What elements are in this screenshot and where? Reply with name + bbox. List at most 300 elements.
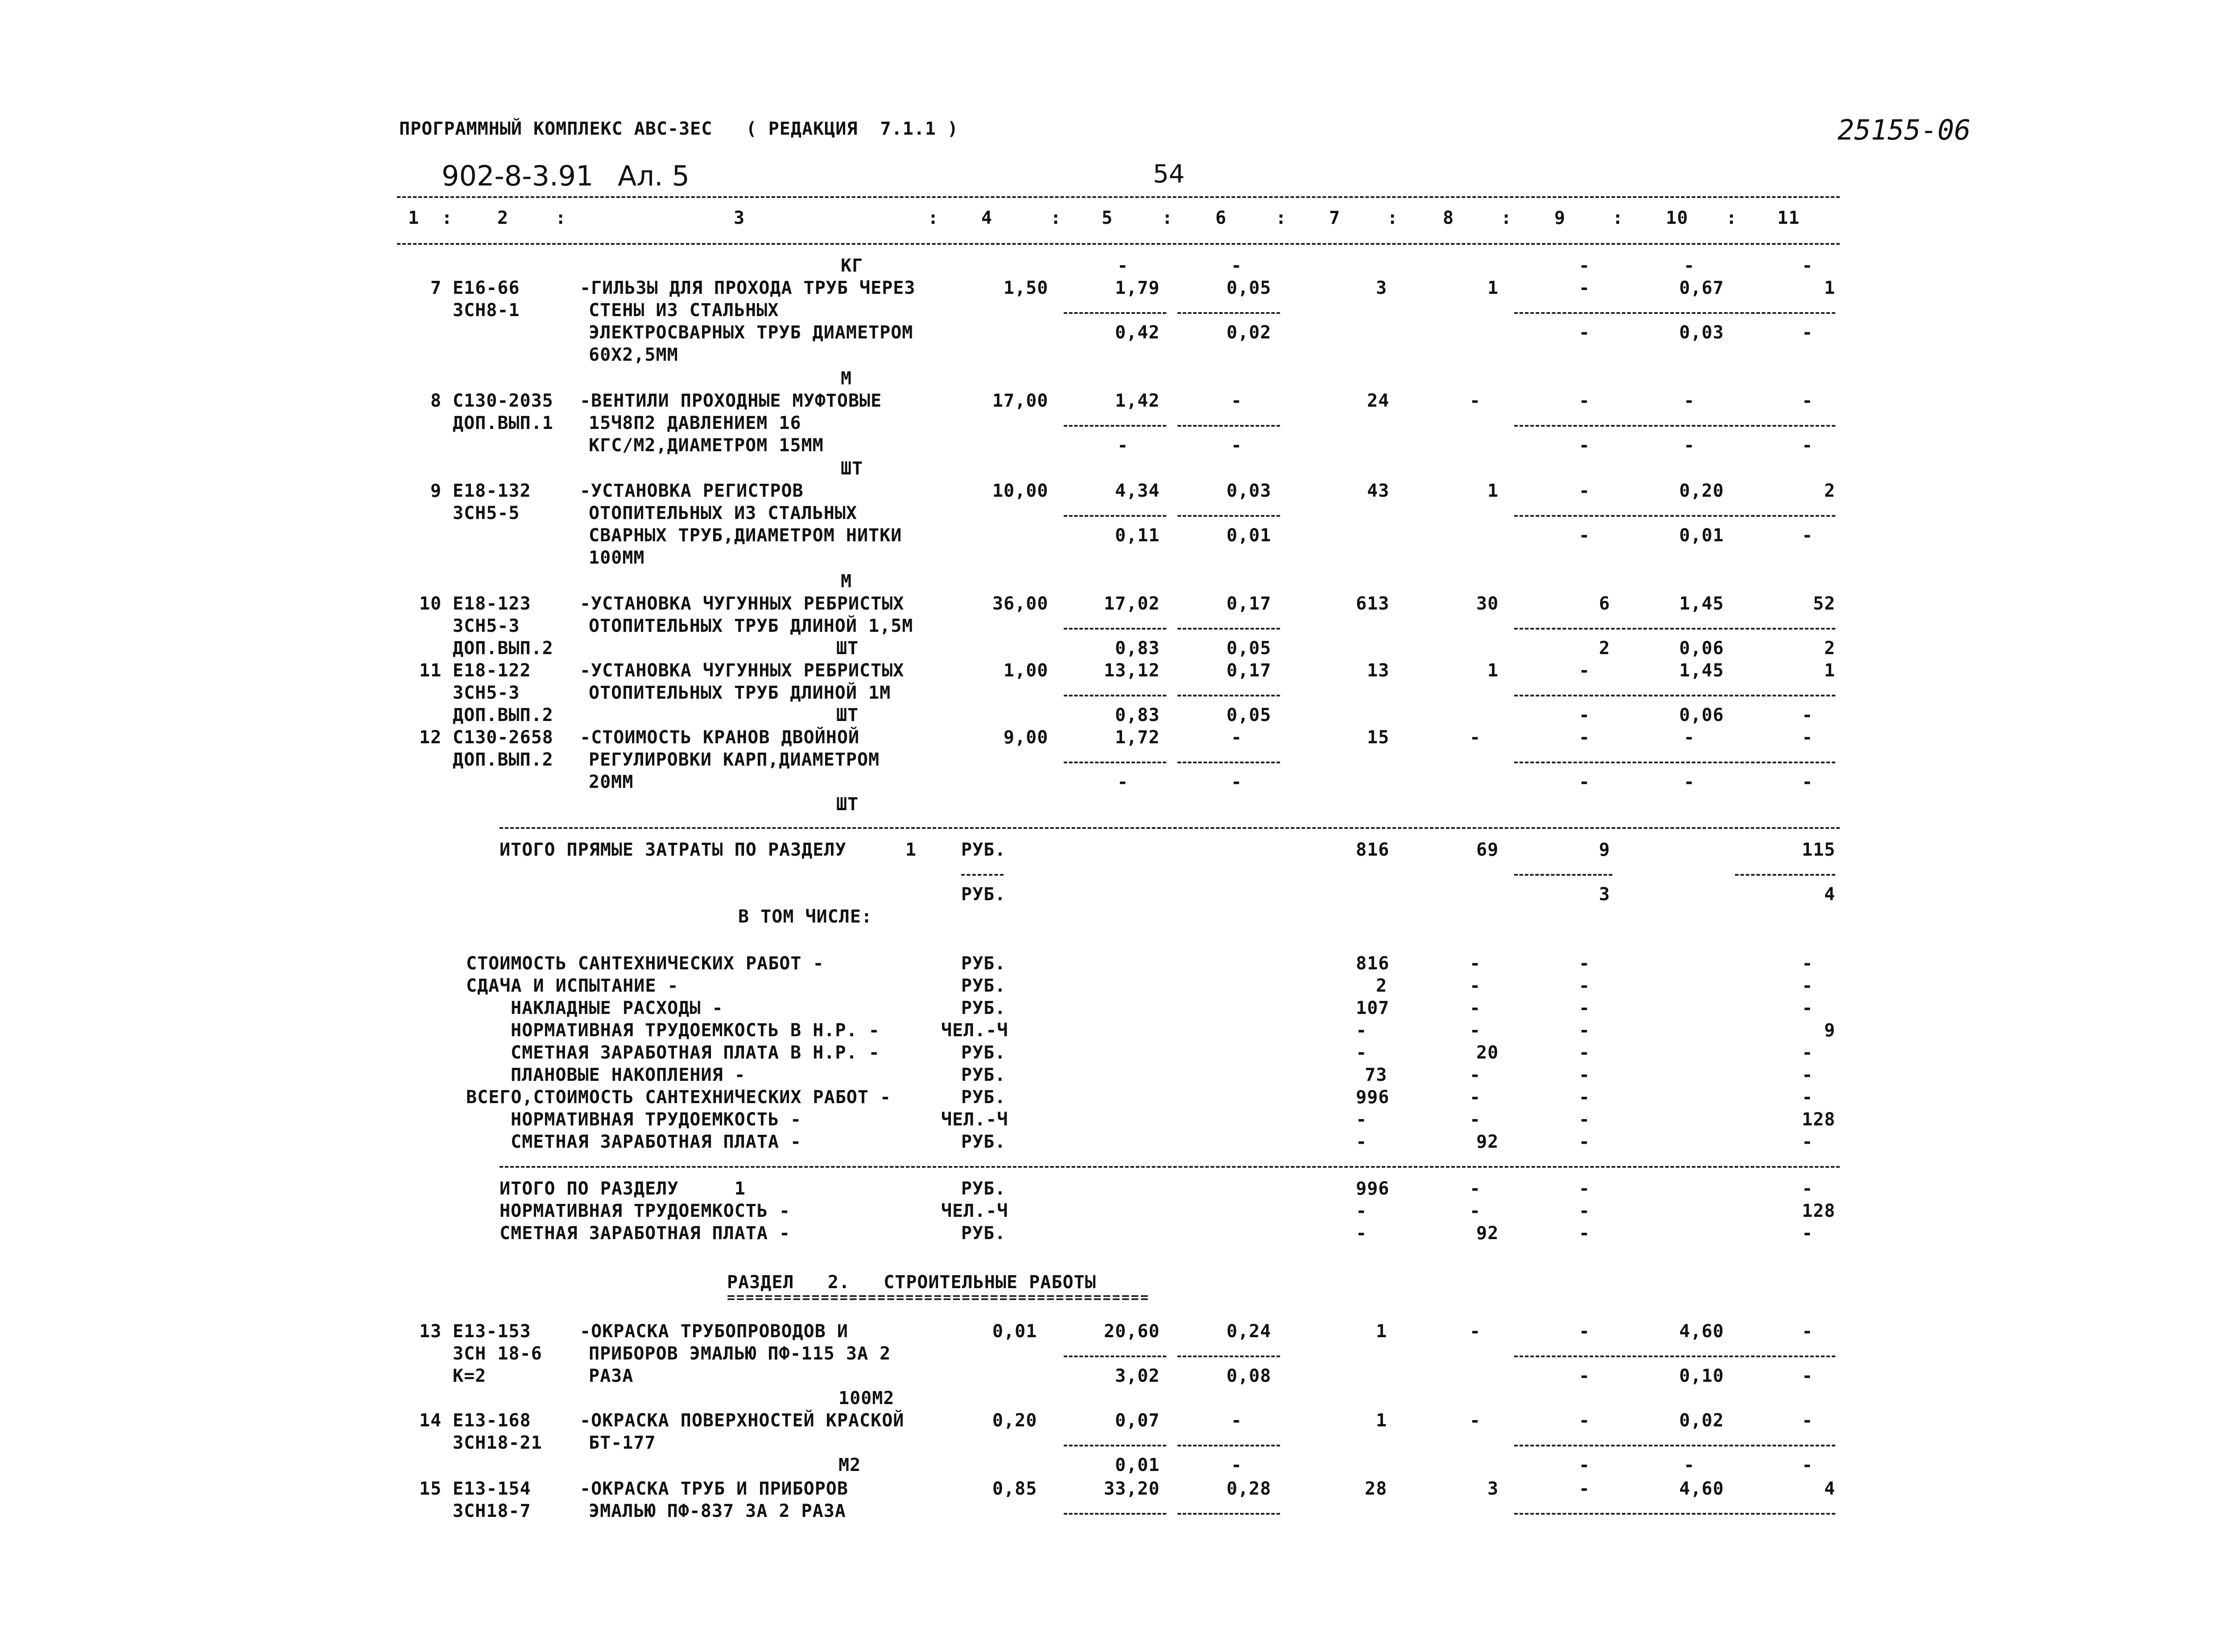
cell-c6: 0,01 — [1227, 525, 1272, 546]
subrow-divider — [1064, 425, 1166, 427]
section-2-underline: ============================================= — [727, 1290, 1150, 1306]
item-code: Е18-132 — [453, 481, 531, 501]
subrow-divider — [1177, 1513, 1280, 1515]
cell-c11: - — [1802, 1410, 1813, 1431]
cell-c11: - — [1802, 1366, 1813, 1386]
item-unit-after: ШТ — [836, 705, 859, 725]
col-header-11: 11 — [1777, 208, 1800, 228]
unit-underline — [961, 874, 1004, 876]
cell-c5: 3,02 — [1115, 1366, 1160, 1386]
subrow-divider — [1514, 425, 1835, 427]
cell-c5: 4,34 — [1115, 481, 1160, 501]
item-unit-after: ШТ — [836, 638, 859, 659]
cell-c11: 9 — [1824, 1020, 1836, 1041]
cell-c11: - — [1802, 1087, 1813, 1108]
col-sep: : — [1162, 208, 1173, 228]
cell-c8: - — [1470, 1020, 1481, 1041]
cell-c8: 1 — [1487, 660, 1499, 681]
cell-c9: - — [1579, 705, 1590, 725]
cell-c11: - — [1802, 1065, 1813, 1085]
cell-c8: 3 — [1487, 1479, 1499, 1499]
cell-c9: - — [1579, 1201, 1590, 1221]
col-sep: : — [555, 208, 567, 228]
cell-c8: 92 — [1476, 1132, 1499, 1152]
item-code-secondary: ЗСН5-3 — [453, 683, 520, 703]
cell-c9: - — [1579, 1087, 1590, 1108]
subrow-divider — [1177, 312, 1280, 314]
cell-c6: - — [1231, 435, 1243, 456]
cell-c10: - — [1684, 435, 1695, 456]
cell-c10: 0,06 — [1679, 638, 1724, 659]
cell-c8: 92 — [1476, 1223, 1499, 1244]
cell-c10: - — [1684, 727, 1695, 748]
cell-c10: 0,20 — [1679, 481, 1724, 501]
cell-c7: - — [1356, 1201, 1367, 1221]
cell-c9: - — [1579, 481, 1590, 501]
subrow-divider — [1514, 695, 1835, 696]
pre-c9: - — [1579, 255, 1590, 276]
cell-c9: - — [1579, 772, 1590, 792]
cell-c11: - — [1802, 1132, 1813, 1152]
cell-c11: 2 — [1824, 481, 1836, 501]
item-unit: КГ — [841, 255, 863, 276]
program-header: ПРОГРАММНЫЙ КОМПЛЕКС АВС-3ЕС ( РЕДАКЦИЯ 7.1.1 ) — [399, 119, 959, 139]
item-code: Е13-153 — [453, 1321, 531, 1342]
cell-c8: 1 — [1487, 278, 1499, 298]
cell-c5: 0,42 — [1115, 322, 1160, 343]
cell-c11: - — [1802, 705, 1813, 725]
subrow-divider — [1177, 515, 1280, 517]
cell-c9: - — [1579, 1366, 1590, 1386]
section-total-label: СМЕТНАЯ ЗАРАБОТНАЯ ПЛАТА - — [500, 1223, 791, 1244]
cell-c8: 20 — [1476, 1042, 1499, 1063]
cell-c10: 0,06 — [1679, 705, 1724, 725]
cell-c9: 9 — [1599, 840, 1611, 860]
cell-c5: 1,42 — [1115, 391, 1160, 411]
breakdown-unit: ЧЕЛ.-Ч — [941, 1109, 1008, 1130]
cell-c6: 0,24 — [1227, 1321, 1272, 1342]
cell-c4: 0,20 — [992, 1410, 1037, 1431]
cell-c7: 24 — [1367, 391, 1390, 411]
item-code-secondary: ЗСН18-7 — [453, 1501, 531, 1521]
cell-c11: - — [1802, 772, 1813, 792]
item-code-secondary: ЗСН8-1 — [453, 300, 520, 321]
cell-c11: 128 — [1802, 1201, 1836, 1221]
cell-c10: - — [1684, 1455, 1695, 1475]
cell-c5: 0,07 — [1115, 1410, 1160, 1431]
cell-c7: 73 — [1365, 1065, 1388, 1085]
cell-c9: - — [1579, 1065, 1590, 1085]
col-sep: : — [1050, 208, 1062, 228]
subrow-divider — [1514, 874, 1612, 876]
item-unit-after: М2 — [838, 1455, 861, 1475]
cell-c10: - — [1684, 391, 1695, 411]
cell-c8: - — [1470, 727, 1481, 748]
item-number: 9 — [430, 481, 442, 501]
item-code: С130-2035 — [453, 391, 553, 411]
cell-c9: - — [1579, 660, 1590, 681]
cell-c7: - — [1356, 1132, 1367, 1152]
subrow-divider — [1177, 628, 1280, 630]
cell-c10: 4,60 — [1679, 1321, 1724, 1342]
subrow-divider — [1514, 1445, 1835, 1446]
subrow-divider — [1514, 628, 1835, 630]
cell-c6: 0,05 — [1227, 638, 1272, 659]
item-desc-line: -ОКРАСКА ПОВЕРХНОСТЕЙ КРАСКОЙ — [580, 1410, 905, 1431]
cell-c9: - — [1579, 976, 1590, 996]
cell-c9: - — [1579, 1479, 1590, 1499]
item-desc-line: -УСТАНОВКА ЧУГУННЫХ РЕБРИСТЫХ — [580, 593, 905, 614]
item-code-tertiary: ДОП.ВЫП.2 — [453, 705, 553, 725]
item-desc-line: -УСТАНОВКА ЧУГУННЫХ РЕБРИСТЫХ — [580, 660, 905, 681]
cell-c7: 996 — [1356, 1178, 1390, 1199]
cell-c7: 1 — [1376, 1321, 1388, 1342]
col-header-2: 2 — [497, 208, 509, 228]
breakdown-unit: РУБ. — [961, 976, 1006, 996]
item-desc-line: ПРИБОРОВ ЭМАЛЬЮ ПФ-115 ЗА 2 — [589, 1343, 891, 1364]
breakdown-unit: РУБ. — [961, 1065, 1006, 1085]
cell-c8: 1 — [1487, 481, 1499, 501]
item-desc-line: БТ-177 — [589, 1433, 656, 1453]
cell-c8: - — [1470, 1065, 1481, 1085]
col-header-6: 6 — [1215, 208, 1227, 228]
subrow-divider — [1514, 312, 1835, 314]
breakdown-unit: РУБ. — [961, 953, 1006, 974]
totals-label: ИТОГО ПРЯМЫЕ ЗАТРАТЫ ПО РАЗДЕЛУ — [500, 840, 847, 860]
cell-c4: 9,00 — [1004, 727, 1049, 748]
cell-c9: - — [1579, 1410, 1590, 1431]
subrow-divider — [1064, 628, 1166, 630]
col-sep: : — [1501, 208, 1512, 228]
cell-c11: 115 — [1802, 840, 1836, 860]
col-sep: : — [1276, 208, 1287, 228]
cell-c7: 816 — [1356, 953, 1390, 974]
cell-c11: 52 — [1813, 593, 1836, 614]
breakdown-unit: РУБ. — [961, 1132, 1006, 1152]
cell-c7: 13 — [1367, 660, 1390, 681]
item-number: 7 — [430, 278, 442, 298]
col-header-4: 4 — [981, 208, 993, 228]
section-total-unit: ЧЕЛ.-Ч — [941, 1201, 1008, 1221]
item-number: 11 — [419, 660, 442, 681]
header-rule-top — [397, 196, 1840, 198]
cell-c11: - — [1802, 1178, 1813, 1199]
item-code-secondary: ЗСН5-3 — [453, 616, 520, 636]
cell-c6: 0,02 — [1227, 322, 1272, 343]
cell-c5: 0,11 — [1115, 525, 1160, 546]
cell-c10: 0,02 — [1679, 1410, 1724, 1431]
cell-c7: 43 — [1367, 481, 1390, 501]
subrow-divider — [1064, 695, 1166, 696]
col-sep: : — [1387, 208, 1399, 228]
cell-c10: 4,60 — [1679, 1479, 1724, 1499]
totals-unit: РУБ. — [961, 884, 1006, 905]
cell-c7: 816 — [1356, 840, 1390, 860]
cell-c11: 4 — [1824, 884, 1836, 905]
subrow-divider — [1177, 695, 1280, 696]
cell-c8: 30 — [1476, 593, 1499, 614]
cell-c11: 4 — [1824, 1479, 1836, 1499]
cell-c5: 1,72 — [1115, 727, 1160, 748]
col-header-9: 9 — [1554, 208, 1566, 228]
cell-c5: 13,12 — [1104, 660, 1160, 681]
cell-c9: - — [1579, 1178, 1590, 1199]
cell-c6: - — [1231, 727, 1243, 748]
cell-c9: - — [1579, 435, 1590, 456]
subrow-divider — [1064, 1513, 1166, 1515]
section-total-label: ИТОГО ПО РАЗДЕЛУ 1 — [500, 1178, 746, 1199]
cell-c11: - — [1802, 998, 1813, 1018]
cell-c10: - — [1684, 772, 1695, 792]
section-total-label: НОРМАТИВНАЯ ТРУДОЕМКОСТЬ - — [500, 1201, 791, 1221]
breakdown-label: ВСЕГО,СТОИМОСТЬ САНТЕХНИЧЕСКИХ РАБОТ - — [466, 1087, 892, 1108]
pre-c6: - — [1231, 255, 1243, 276]
breakdown-label: СТОИМОСТЬ САНТЕХНИЧЕСКИХ РАБОТ - — [466, 953, 824, 974]
subrow-divider — [1064, 1445, 1166, 1446]
cell-c5: 20,60 — [1104, 1321, 1160, 1342]
cell-c6: - — [1231, 1455, 1243, 1475]
cell-c9: - — [1579, 525, 1590, 546]
col-sep: : — [928, 208, 939, 228]
cell-c6: 0,17 — [1227, 593, 1272, 614]
cell-c4: 1,00 — [1004, 660, 1049, 681]
item-desc-line: СВАРНЫХ ТРУБ,ДИАМЕТРОМ НИТКИ — [589, 525, 902, 546]
cell-c11: - — [1802, 1042, 1813, 1063]
subrow-divider — [1735, 874, 1835, 876]
cell-c10: 0,01 — [1679, 525, 1724, 546]
cell-c10: 0,67 — [1679, 278, 1724, 298]
item-code: Е18-122 — [453, 660, 531, 681]
cell-c10: 1,45 — [1679, 660, 1724, 681]
cell-c7: - — [1356, 1020, 1367, 1041]
breakdown-label: ПЛАНОВЫЕ НАКОПЛЕНИЯ - — [511, 1065, 746, 1085]
cell-c8: - — [1470, 953, 1481, 974]
cell-c6: 0,05 — [1227, 278, 1272, 298]
cell-c6: - — [1231, 772, 1243, 792]
cell-c9: - — [1579, 1321, 1590, 1342]
cell-c8: - — [1470, 998, 1481, 1018]
item-code: Е13-154 — [453, 1479, 531, 1499]
cell-c11: - — [1802, 435, 1813, 456]
cell-c9: - — [1579, 998, 1590, 1018]
cell-c11: - — [1802, 953, 1813, 974]
cell-c11: - — [1802, 727, 1813, 748]
item-desc-line: ЭЛЕКТРОСВАРНЫХ ТРУБ ДИАМЕТРОМ — [589, 322, 913, 343]
cell-c8: - — [1470, 1109, 1481, 1130]
cell-c6: 0,17 — [1227, 660, 1272, 681]
cell-c6: 0,03 — [1227, 481, 1272, 501]
col-header-7: 7 — [1329, 208, 1341, 228]
item-desc-line: КГС/М2,ДИАМЕТРОМ 15ММ — [589, 435, 824, 456]
cell-c9: - — [1579, 391, 1590, 411]
item-code: Е13-168 — [453, 1410, 531, 1431]
subrow-divider — [1177, 425, 1280, 427]
cell-c11: - — [1802, 1223, 1813, 1244]
cell-c11: - — [1802, 391, 1813, 411]
item-desc-line: СТЕНЫ ИЗ СТАЛЬНЫХ — [589, 300, 779, 321]
item-code-secondary: ЗСН 18-6 — [453, 1343, 542, 1364]
item-desc-line: РАЗА — [589, 1366, 634, 1386]
cell-c6: - — [1231, 391, 1243, 411]
cell-c4: 0,85 — [992, 1479, 1037, 1499]
cell-c6: - — [1231, 1410, 1243, 1431]
album-label: Ал. 5 — [618, 160, 690, 192]
cell-c8: - — [1470, 391, 1481, 411]
cell-c9: - — [1579, 1132, 1590, 1152]
subrow-divider — [1514, 515, 1835, 517]
pre-c10: - — [1684, 255, 1695, 276]
cell-c11: 1 — [1824, 278, 1836, 298]
item-desc-line: -СТОИМОСТЬ КРАНОВ ДВОЙНОЙ — [580, 727, 860, 748]
cell-c5: 0,01 — [1115, 1455, 1160, 1475]
cell-c4: 1,50 — [1004, 278, 1049, 298]
breakdown-label: СМЕТНАЯ ЗАРАБОТНАЯ ПЛАТА В Н.Р. - — [511, 1042, 880, 1063]
cell-c7: - — [1356, 1109, 1367, 1130]
item-unit: ШТ — [841, 458, 863, 479]
cell-c9: - — [1579, 953, 1590, 974]
item-code-secondary: ДОП.ВЫП.2 — [453, 750, 553, 770]
item-unit-after: 100М2 — [838, 1388, 895, 1409]
cell-c6: 0,08 — [1227, 1366, 1272, 1386]
breakdown-unit: РУБ. — [961, 1087, 1006, 1108]
cell-c10: 0,03 — [1679, 322, 1724, 343]
cell-c5: 0,83 — [1115, 705, 1160, 725]
cell-c9: - — [1579, 278, 1590, 298]
cell-c10: 0,10 — [1679, 1366, 1724, 1386]
col-header-8: 8 — [1443, 208, 1454, 228]
cell-c8: - — [1470, 1321, 1481, 1342]
cell-c9: 2 — [1599, 638, 1611, 659]
cell-c5: 33,20 — [1104, 1479, 1160, 1499]
breakdown-label: НОРМАТИВНАЯ ТРУДОЕМКОСТЬ В Н.Р. - — [511, 1020, 880, 1041]
totals-unit: РУБ. — [961, 840, 1006, 860]
item-code-secondary: ДОП.ВЫП.1 — [453, 413, 553, 433]
item-code-tertiary: К=2 — [453, 1366, 487, 1386]
cell-c9: - — [1579, 727, 1590, 748]
section-total-unit: РУБ. — [961, 1223, 1006, 1244]
item-desc-line: РЕГУЛИРОВКИ КАРП,ДИАМЕТРОМ — [589, 750, 880, 770]
item-code: Е16-66 — [453, 278, 520, 298]
cell-c11: - — [1802, 322, 1813, 343]
cell-c5: - — [1117, 772, 1129, 792]
col-header-3: 3 — [734, 208, 745, 228]
cell-c9: - — [1579, 322, 1590, 343]
breakdown-unit: РУБ. — [961, 1042, 1006, 1063]
cell-c7: 996 — [1356, 1087, 1390, 1108]
cell-c7: 613 — [1356, 593, 1390, 614]
col-header-10: 10 — [1666, 208, 1689, 228]
col-header-1: 1 — [408, 208, 420, 228]
cell-c5: 1,79 — [1115, 278, 1160, 298]
cell-c5: 17,02 — [1104, 593, 1160, 614]
cell-c8: - — [1470, 1087, 1481, 1108]
item-number: 13 — [419, 1321, 442, 1342]
cell-c7: 3 — [1376, 278, 1388, 298]
item-desc-line: 20ММ — [589, 772, 634, 792]
document-code: 25155-06 — [1838, 114, 1971, 146]
cell-c11: - — [1802, 1321, 1813, 1342]
cell-c9: - — [1579, 1020, 1590, 1041]
cell-c11: 1 — [1824, 660, 1836, 681]
item-desc-line: 60Х2,5ММ — [589, 345, 678, 365]
item-desc-line: -УСТАНОВКА РЕГИСТРОВ — [580, 481, 804, 501]
cell-c7: 28 — [1365, 1479, 1388, 1499]
item-desc-line: -ОКРАСКА ТРУБ И ПРИБОРОВ — [580, 1479, 848, 1499]
cell-c4: 10,00 — [992, 481, 1049, 501]
cell-c9: - — [1579, 1109, 1590, 1130]
item-desc-line: -ВЕНТИЛИ ПРОХОДНЫЕ МУФТОВЫЕ — [580, 391, 882, 411]
section-total-rule — [500, 1166, 1840, 1168]
item-desc-line: ОТОПИТЕЛЬНЫХ ИЗ СТАЛЬНЫХ — [589, 503, 857, 523]
subrow-divider — [1064, 312, 1166, 314]
section-total-unit: РУБ. — [961, 1178, 1006, 1199]
header-rule-bottom — [397, 243, 1840, 245]
subrow-divider — [1514, 1513, 1835, 1515]
page-number: 54 — [1153, 160, 1185, 189]
breakdown-unit: РУБ. — [961, 998, 1006, 1018]
cell-c8: - — [1470, 1410, 1481, 1431]
subrow-divider — [1177, 762, 1280, 763]
item-desc-line: 15Ч8П2 ДАВЛЕНИЕМ 16 — [589, 413, 801, 433]
item-number: 8 — [430, 391, 442, 411]
item-unit: М — [841, 368, 852, 389]
cell-c9: - — [1579, 1223, 1590, 1244]
item-number: 15 — [419, 1479, 442, 1499]
item-code: Е18-123 — [453, 593, 531, 614]
cell-c11: - — [1802, 976, 1813, 996]
subrow-divider — [1064, 515, 1166, 517]
item-desc-line: 100ММ — [589, 548, 645, 568]
cell-c5: - — [1117, 435, 1129, 456]
col-header-5: 5 — [1102, 208, 1113, 228]
cell-c8: - — [1470, 1201, 1481, 1221]
doc-reference: 902-8-3.91 — [442, 160, 594, 192]
totals-rule — [500, 827, 1840, 829]
cell-c7: 107 — [1356, 998, 1390, 1018]
breakdown-label: НОРМАТИВНАЯ ТРУДОЕМКОСТЬ - — [511, 1109, 802, 1130]
item-code-secondary: ЗСН18-21 — [453, 1433, 542, 1453]
item-number: 14 — [419, 1410, 442, 1431]
col-sep: : — [1726, 208, 1738, 228]
subrow-divider — [1177, 1445, 1280, 1446]
cell-c7: - — [1356, 1042, 1367, 1063]
item-desc-line: -ГИЛЬЗЫ ДЛЯ ПРОХОДА ТРУБ ЧЕРЕЗ — [580, 278, 916, 298]
cell-c4: 17,00 — [992, 391, 1049, 411]
cell-c6: 0,28 — [1227, 1479, 1272, 1499]
item-number: 10 — [419, 593, 442, 614]
subrow-divider — [1514, 1355, 1835, 1357]
item-number: 12 — [419, 727, 442, 748]
cell-c5: 0,83 — [1115, 638, 1160, 659]
col-sep: : — [1612, 208, 1624, 228]
item-desc-line: ОТОПИТЕЛЬНЫХ ТРУБ ДЛИНОЙ 1М — [589, 683, 891, 703]
including-label: В ТОМ ЧИСЛЕ: — [738, 906, 872, 927]
breakdown-label: СМЕТНАЯ ЗАРАБОТНАЯ ПЛАТА - — [511, 1132, 802, 1152]
breakdown-unit: ЧЕЛ.-Ч — [941, 1020, 1008, 1041]
subrow-divider — [1514, 762, 1835, 763]
totals-section-number: 1 — [905, 840, 917, 860]
cell-c7: 15 — [1367, 727, 1390, 748]
cell-c8: 69 — [1476, 840, 1499, 860]
cell-c11: 128 — [1802, 1109, 1836, 1130]
item-unit: М — [841, 571, 852, 592]
subrow-divider — [1177, 1355, 1280, 1357]
item-desc-line: ЭМАЛЬЮ ПФ-837 ЗА 2 РАЗА — [589, 1501, 846, 1521]
item-code: С130-2658 — [453, 727, 553, 748]
breakdown-label: НАКЛАДНЫЕ РАСХОДЫ - — [511, 998, 723, 1018]
cell-c4: 0,01 — [992, 1321, 1037, 1342]
pre-c11: - — [1802, 255, 1813, 276]
